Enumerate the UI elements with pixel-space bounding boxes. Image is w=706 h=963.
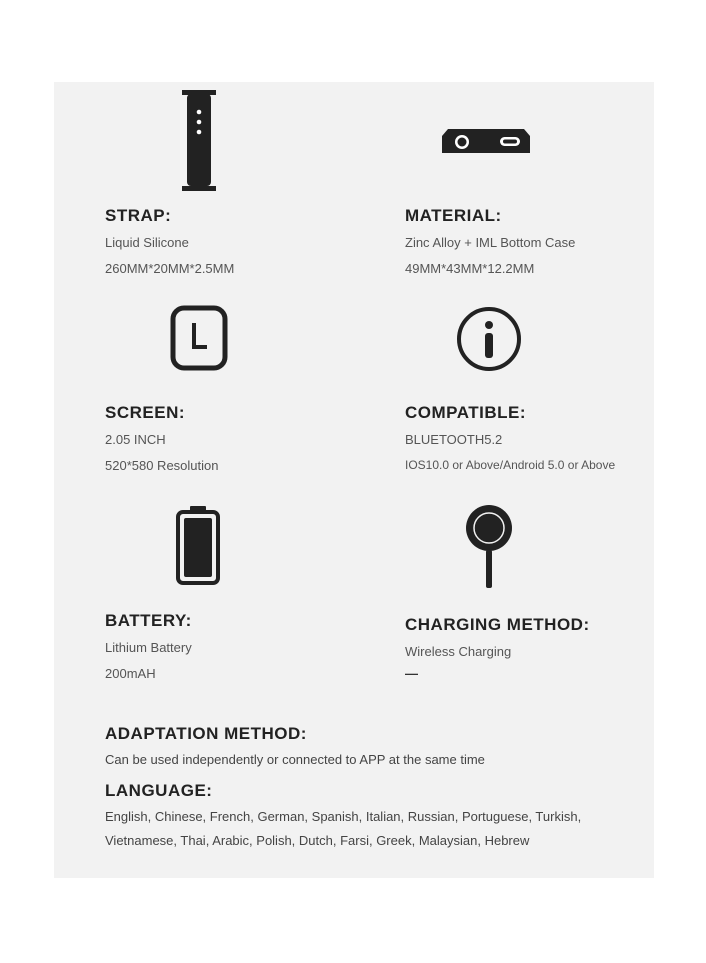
adaptation-title: ADAPTATION METHOD: <box>105 724 307 743</box>
material-type: Zinc Alloy + IML Bottom Case <box>405 235 576 250</box>
compatible-bluetooth: BLUETOOTH5.2 <box>405 432 503 447</box>
battery-icon <box>175 506 221 586</box>
watch-case-icon <box>440 126 532 156</box>
screen-resolution: 520*580 Resolution <box>105 458 219 473</box>
charging-dash: — <box>405 666 418 681</box>
battery-title: BATTERY: <box>105 611 192 630</box>
charging-title: CHARGING METHOD: <box>405 615 590 634</box>
material-title: MATERIAL: <box>405 206 502 225</box>
info-icon <box>456 306 522 372</box>
compatible-title: COMPATIBLE: <box>405 403 527 422</box>
watch-strap-icon <box>180 90 218 192</box>
strap-size: 260MM*20MM*2.5MM <box>105 261 235 276</box>
battery-type: Lithium Battery <box>105 640 192 655</box>
compatible-os: IOS10.0 or Above/Android 5.0 or Above <box>405 458 616 472</box>
language-list-line1: English, Chinese, French, German, Spanish, Italian, Russian, Portuguese, Turkish, <box>105 809 582 824</box>
strap-material: Liquid Silicone <box>105 235 189 250</box>
language-title: LANGUAGE: <box>105 781 213 800</box>
language-list-line2: Vietnamese, Thai, Arabic, Polish, Dutch, Farsi, Greek, Malaysian, Hebrew <box>105 833 530 848</box>
wireless-charger-icon <box>463 502 515 590</box>
material-size: 49MM*43MM*12.2MM <box>405 261 535 276</box>
screen-title: SCREEN: <box>105 403 186 422</box>
adaptation-text: Can be used independently or connected to APP at the same time <box>105 752 485 767</box>
screen-size: 2.05 INCH <box>105 432 166 447</box>
watch-screen-icon <box>170 305 228 371</box>
strap-title: STRAP: <box>105 206 172 225</box>
battery-capacity: 200mAH <box>105 666 156 681</box>
charging-type: Wireless Charging <box>405 644 512 659</box>
